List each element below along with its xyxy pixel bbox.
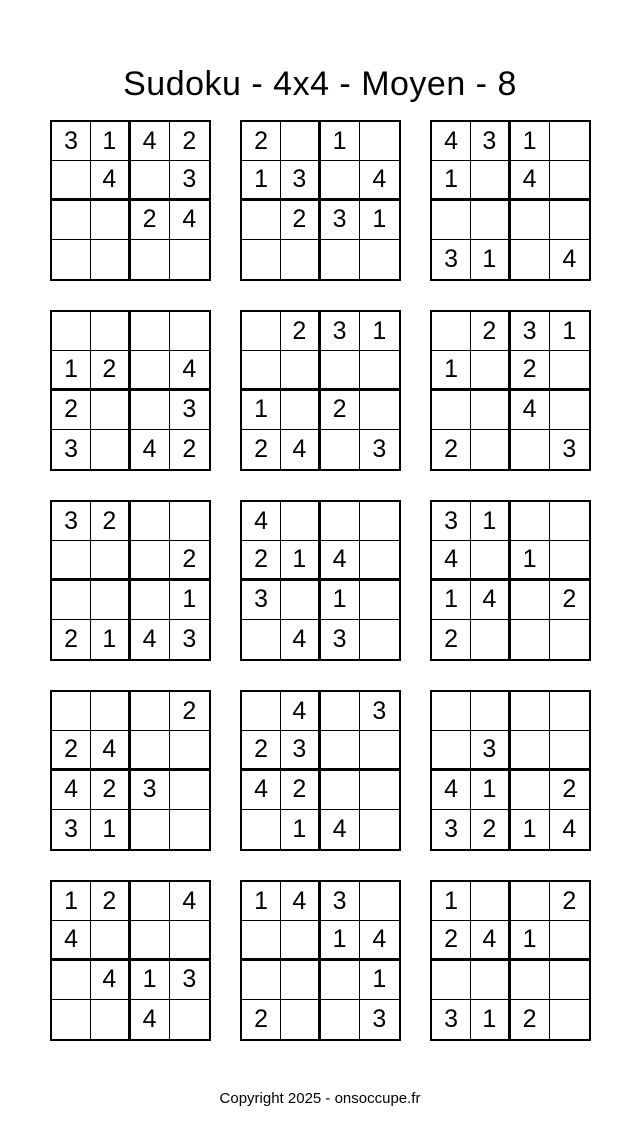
sudoku-cell xyxy=(281,581,320,620)
sudoku-cell xyxy=(170,502,209,541)
sudoku-cell xyxy=(131,692,170,731)
sudoku-cell: 4 xyxy=(511,391,550,430)
sudoku-cell xyxy=(52,240,91,279)
sudoku-cell: 1 xyxy=(511,122,550,161)
sudoku-cell: 1 xyxy=(432,351,471,390)
sudoku-cell: 4 xyxy=(91,161,130,200)
sudoku-cell: 4 xyxy=(52,771,91,810)
sudoku-cell xyxy=(550,1000,589,1039)
sudoku-cell: 4 xyxy=(131,122,170,161)
sudoku-cell: 1 xyxy=(242,882,281,921)
sudoku-cell: 1 xyxy=(511,541,550,580)
sudoku-cell: 4 xyxy=(281,620,320,659)
sudoku-cell xyxy=(471,430,510,469)
sudoku-cell: 3 xyxy=(170,161,209,200)
sudoku-cell xyxy=(91,1000,130,1039)
sudoku-cell: 1 xyxy=(432,882,471,921)
sudoku-cell xyxy=(242,201,281,240)
sudoku-grid-puzzle-1 xyxy=(50,120,211,281)
sudoku-cell xyxy=(131,921,170,960)
sudoku-cell: 3 xyxy=(321,882,360,921)
sudoku-cell: 2 xyxy=(91,502,130,541)
sudoku-cell xyxy=(91,430,130,469)
sudoku-cell xyxy=(242,240,281,279)
sudoku-cell xyxy=(321,430,360,469)
sudoku-cell: 1 xyxy=(52,882,91,921)
sudoku-cell xyxy=(550,502,589,541)
sudoku-cell: 2 xyxy=(432,430,471,469)
sudoku-grid-puzzle-13 xyxy=(50,880,211,1041)
sudoku-cell: 2 xyxy=(91,882,130,921)
copyright-footer: Copyright 2025 - onsoccupe.fr xyxy=(219,1090,421,1107)
sudoku-cell xyxy=(550,921,589,960)
sudoku-cell xyxy=(281,240,320,279)
sudoku-cell xyxy=(471,692,510,731)
sudoku-cell xyxy=(511,731,550,770)
sudoku-cell xyxy=(511,201,550,240)
sudoku-cell xyxy=(91,391,130,430)
sudoku-cell: 2 xyxy=(242,541,281,580)
sudoku-cell xyxy=(471,882,510,921)
sudoku-cell: 3 xyxy=(511,312,550,351)
sudoku-cell xyxy=(432,391,471,430)
sudoku-cell: 4 xyxy=(91,961,130,1000)
sudoku-cell: 3 xyxy=(432,240,471,279)
sudoku-cell: 4 xyxy=(511,161,550,200)
sudoku-cell: 1 xyxy=(131,961,170,1000)
sudoku-cell xyxy=(511,692,550,731)
sudoku-cell: 3 xyxy=(562,434,577,463)
sudoku-cell: 3 xyxy=(432,810,471,849)
sudoku-cell: 2 xyxy=(52,620,91,659)
sudoku-cell xyxy=(131,161,170,200)
sudoku-cell: 1 xyxy=(471,240,510,279)
sudoku-cell: 1 xyxy=(52,351,91,390)
sudoku-cell: 2 xyxy=(182,434,197,463)
sudoku-cell: 4 xyxy=(281,430,320,469)
sudoku-cell xyxy=(471,161,510,200)
sudoku-cell: 3 xyxy=(471,122,510,161)
sudoku-cell xyxy=(321,692,360,731)
sudoku-cell: 3 xyxy=(321,201,360,240)
sudoku-cell: 2 xyxy=(131,201,170,240)
sudoku-cell xyxy=(281,122,320,161)
sudoku-cell: 3 xyxy=(52,122,91,161)
sudoku-cell xyxy=(511,581,550,620)
sudoku-cell xyxy=(511,502,550,541)
sudoku-cell xyxy=(321,731,360,770)
sudoku-cell xyxy=(91,692,130,731)
sudoku-cell xyxy=(471,201,510,240)
sudoku-cell: 4 xyxy=(321,810,360,849)
sudoku-cell: 3 xyxy=(471,731,510,770)
sudoku-cell xyxy=(511,240,550,279)
sudoku-cell: 1 xyxy=(91,122,130,161)
sudoku-cell: 4 xyxy=(170,882,209,921)
sudoku-cell: 3 xyxy=(281,731,320,770)
sudoku-cell xyxy=(360,810,399,849)
sudoku-cell xyxy=(360,541,399,580)
sudoku-grid-puzzle-2 xyxy=(240,120,401,281)
sudoku-cell xyxy=(471,351,510,390)
sudoku-cell: 3 xyxy=(242,581,281,620)
sudoku-grid-puzzle-4 xyxy=(50,310,211,471)
sudoku-cell: 3 xyxy=(432,502,471,541)
sudoku-cell xyxy=(242,351,281,390)
sudoku-cell: 3 xyxy=(52,810,91,849)
sudoku-cell xyxy=(281,351,320,390)
sudoku-cell xyxy=(170,771,209,810)
sudoku-cell: 4 xyxy=(360,161,399,200)
sudoku-cell xyxy=(52,961,91,1000)
sudoku-cell: 1 xyxy=(360,312,399,351)
sudoku-grid-puzzle-14 xyxy=(240,880,401,1041)
sudoku-cell: 1 xyxy=(471,1000,510,1039)
sudoku-cell xyxy=(91,312,130,351)
sudoku-cell xyxy=(170,312,209,351)
sudoku-cell xyxy=(550,351,589,390)
sudoku-cell xyxy=(511,620,550,659)
sudoku-cell xyxy=(511,771,550,810)
sudoku-cell: 3 xyxy=(170,391,209,430)
sudoku-cell: 1 xyxy=(511,921,550,960)
sudoku-cell xyxy=(170,921,209,960)
sudoku-cell: 4 xyxy=(432,122,471,161)
sudoku-cell: 4 xyxy=(562,244,577,273)
sudoku-cell xyxy=(550,541,589,580)
sudoku-cell: 2 xyxy=(281,201,320,240)
sudoku-cell: 4 xyxy=(281,882,320,921)
sudoku-cell: 2 xyxy=(432,620,471,659)
sudoku-cell xyxy=(360,731,399,770)
sudoku-cell xyxy=(432,201,471,240)
page-title: Sudoku - 4x4 - Moyen - 8 xyxy=(123,64,517,103)
sudoku-cell xyxy=(242,961,281,1000)
sudoku-cell xyxy=(432,312,471,351)
sudoku-cell: 3 xyxy=(372,434,387,463)
sudoku-cell xyxy=(52,1000,91,1039)
sudoku-cell xyxy=(170,1000,209,1039)
sudoku-cell xyxy=(281,391,320,430)
sudoku-cell: 4 xyxy=(471,921,510,960)
sudoku-cell xyxy=(360,502,399,541)
sudoku-cell xyxy=(281,502,320,541)
sudoku-cell: 2 xyxy=(471,312,510,351)
sudoku-cell: 1 xyxy=(432,161,471,200)
sudoku-cell: 2 xyxy=(91,771,130,810)
sudoku-cell xyxy=(91,921,130,960)
sudoku-cell: 1 xyxy=(91,810,130,849)
sudoku-cell: 2 xyxy=(471,810,510,849)
sudoku-cell: 2 xyxy=(281,312,320,351)
sudoku-cell: 4 xyxy=(562,814,577,843)
sudoku-cell xyxy=(281,961,320,1000)
sudoku-grid-puzzle-8 xyxy=(240,500,401,661)
sudoku-cell xyxy=(550,161,589,200)
sudoku-cell xyxy=(550,731,589,770)
sudoku-cell: 4 xyxy=(91,731,130,770)
sudoku-cell xyxy=(471,391,510,430)
sudoku-cell: 2 xyxy=(91,351,130,390)
sudoku-cell xyxy=(471,541,510,580)
sudoku-cell xyxy=(52,581,91,620)
sudoku-cell xyxy=(321,502,360,541)
sudoku-cell: 3 xyxy=(182,624,197,653)
sudoku-cell xyxy=(511,882,550,921)
sudoku-grid-puzzle-7 xyxy=(50,500,211,661)
sudoku-cell xyxy=(91,581,130,620)
sudoku-cell xyxy=(511,961,550,1000)
sudoku-cell xyxy=(321,961,360,1000)
sudoku-cell: 3 xyxy=(170,961,209,1000)
sudoku-cell xyxy=(471,620,510,659)
sudoku-cell xyxy=(511,430,550,469)
sudoku-cell xyxy=(131,731,170,770)
sudoku-cell: 4 xyxy=(432,541,471,580)
sudoku-cell: 2 xyxy=(511,351,550,390)
sudoku-cell xyxy=(242,692,281,731)
sudoku-cell: 4 xyxy=(432,771,471,810)
sudoku-cell: 2 xyxy=(242,731,281,770)
sudoku-cell: 4 xyxy=(131,620,170,659)
sudoku-grid-puzzle-3 xyxy=(430,120,591,281)
sudoku-cell xyxy=(432,961,471,1000)
sudoku-cell: 2 xyxy=(52,731,91,770)
sudoku-cell xyxy=(360,391,399,430)
sudoku-cell: 2 xyxy=(550,581,589,620)
sudoku-cell: 4 xyxy=(131,430,170,469)
sudoku-cell: 1 xyxy=(321,122,360,161)
sudoku-cell xyxy=(170,810,209,849)
sudoku-cell xyxy=(242,921,281,960)
sudoku-cell xyxy=(321,1000,360,1039)
sudoku-cell: 2 xyxy=(170,692,209,731)
sudoku-cell xyxy=(52,541,91,580)
sudoku-cell xyxy=(432,692,471,731)
sudoku-cell xyxy=(131,810,170,849)
sudoku-cell xyxy=(242,312,281,351)
sudoku-cell: 3 xyxy=(321,620,360,659)
sudoku-cell: 4 xyxy=(471,581,510,620)
sudoku-cell: 2 xyxy=(321,391,360,430)
sudoku-cell xyxy=(52,692,91,731)
sudoku-cell: 2 xyxy=(550,882,589,921)
sudoku-cell: 2 xyxy=(242,430,281,469)
sudoku-grid-puzzle-10 xyxy=(50,690,211,851)
sudoku-cell xyxy=(471,961,510,1000)
sudoku-cell xyxy=(170,731,209,770)
sudoku-cell xyxy=(131,502,170,541)
sudoku-grid-puzzle-9 xyxy=(430,500,591,661)
sudoku-cell xyxy=(321,351,360,390)
sudoku-cell: 1 xyxy=(242,161,281,200)
sudoku-cell: 3 xyxy=(52,430,91,469)
sudoku-cell xyxy=(52,201,91,240)
sudoku-cell: 4 xyxy=(170,351,209,390)
sudoku-cell xyxy=(170,240,209,279)
sudoku-cell: 4 xyxy=(281,692,320,731)
sudoku-cell xyxy=(360,351,399,390)
sudoku-cell xyxy=(321,771,360,810)
sudoku-cell: 2 xyxy=(170,541,209,580)
sudoku-cell: 1 xyxy=(321,921,360,960)
sudoku-cell: 2 xyxy=(281,771,320,810)
sudoku-cell xyxy=(360,240,399,279)
sudoku-cell: 1 xyxy=(281,541,320,580)
sudoku-cell: 2 xyxy=(52,391,91,430)
sudoku-cell: 3 xyxy=(281,161,320,200)
sudoku-cell xyxy=(91,201,130,240)
sudoku-cell xyxy=(91,541,130,580)
sudoku-cell: 4 xyxy=(52,921,91,960)
sudoku-cell: 1 xyxy=(511,810,550,849)
sudoku-cell: 4 xyxy=(170,201,209,240)
sudoku-cell: 2 xyxy=(550,771,589,810)
sudoku-grid-puzzle-12 xyxy=(430,690,591,851)
sudoku-cell: 1 xyxy=(281,810,320,849)
sudoku-cell: 2 xyxy=(242,122,281,161)
sudoku-cell: 1 xyxy=(360,961,399,1000)
sudoku-cell: 1 xyxy=(471,771,510,810)
sudoku-grid-puzzle-11 xyxy=(240,690,401,851)
sudoku-cell xyxy=(360,882,399,921)
sudoku-cell xyxy=(242,810,281,849)
sudoku-cell xyxy=(91,240,130,279)
sudoku-cell xyxy=(321,161,360,200)
sudoku-cell: 1 xyxy=(321,581,360,620)
sudoku-cell xyxy=(52,312,91,351)
sudoku-cell: 2 xyxy=(170,122,209,161)
sudoku-cell: 1 xyxy=(91,620,130,659)
sudoku-cell xyxy=(131,391,170,430)
sudoku-cell: 4 xyxy=(321,541,360,580)
sudoku-cell: 3 xyxy=(432,1000,471,1039)
sudoku-cell: 1 xyxy=(170,581,209,620)
sudoku-cell xyxy=(550,201,589,240)
sudoku-cell xyxy=(52,161,91,200)
sudoku-cell xyxy=(131,581,170,620)
sudoku-cell xyxy=(550,961,589,1000)
sudoku-cell: 4 xyxy=(242,771,281,810)
sudoku-cell: 1 xyxy=(432,581,471,620)
sudoku-cell xyxy=(242,620,281,659)
sudoku-cell xyxy=(550,122,589,161)
sudoku-cell: 1 xyxy=(360,201,399,240)
sudoku-cell xyxy=(360,122,399,161)
sudoku-cell xyxy=(360,620,399,659)
sudoku-cell xyxy=(131,240,170,279)
sudoku-cell xyxy=(131,351,170,390)
sudoku-cell xyxy=(131,541,170,580)
sudoku-cell: 1 xyxy=(550,312,589,351)
sudoku-cell: 3 xyxy=(360,692,399,731)
sudoku-grid-puzzle-5 xyxy=(240,310,401,471)
sudoku-cell: 3 xyxy=(372,1004,387,1033)
sudoku-cell xyxy=(360,771,399,810)
sudoku-cell: 4 xyxy=(360,921,399,960)
sudoku-cell xyxy=(550,391,589,430)
sudoku-cell: 4 xyxy=(242,502,281,541)
sudoku-cell: 2 xyxy=(242,1000,281,1039)
sudoku-cell xyxy=(550,620,589,659)
sudoku-cell xyxy=(131,312,170,351)
sudoku-cell xyxy=(360,581,399,620)
sudoku-cell: 3 xyxy=(131,771,170,810)
sudoku-cell: 2 xyxy=(432,921,471,960)
sudoku-cell xyxy=(432,731,471,770)
sudoku-grid-puzzle-15 xyxy=(430,880,591,1041)
sudoku-cell: 4 xyxy=(131,1000,170,1039)
sudoku-cell: 3 xyxy=(52,502,91,541)
sudoku-cell xyxy=(321,240,360,279)
sudoku-cell: 3 xyxy=(321,312,360,351)
sudoku-cell xyxy=(550,692,589,731)
sudoku-cell xyxy=(281,921,320,960)
sudoku-cell xyxy=(281,1000,320,1039)
sudoku-cell: 1 xyxy=(471,502,510,541)
sudoku-grid-puzzle-6 xyxy=(430,310,591,471)
sudoku-cell: 2 xyxy=(511,1000,550,1039)
sudoku-cell xyxy=(131,882,170,921)
sudoku-cell: 1 xyxy=(242,391,281,430)
